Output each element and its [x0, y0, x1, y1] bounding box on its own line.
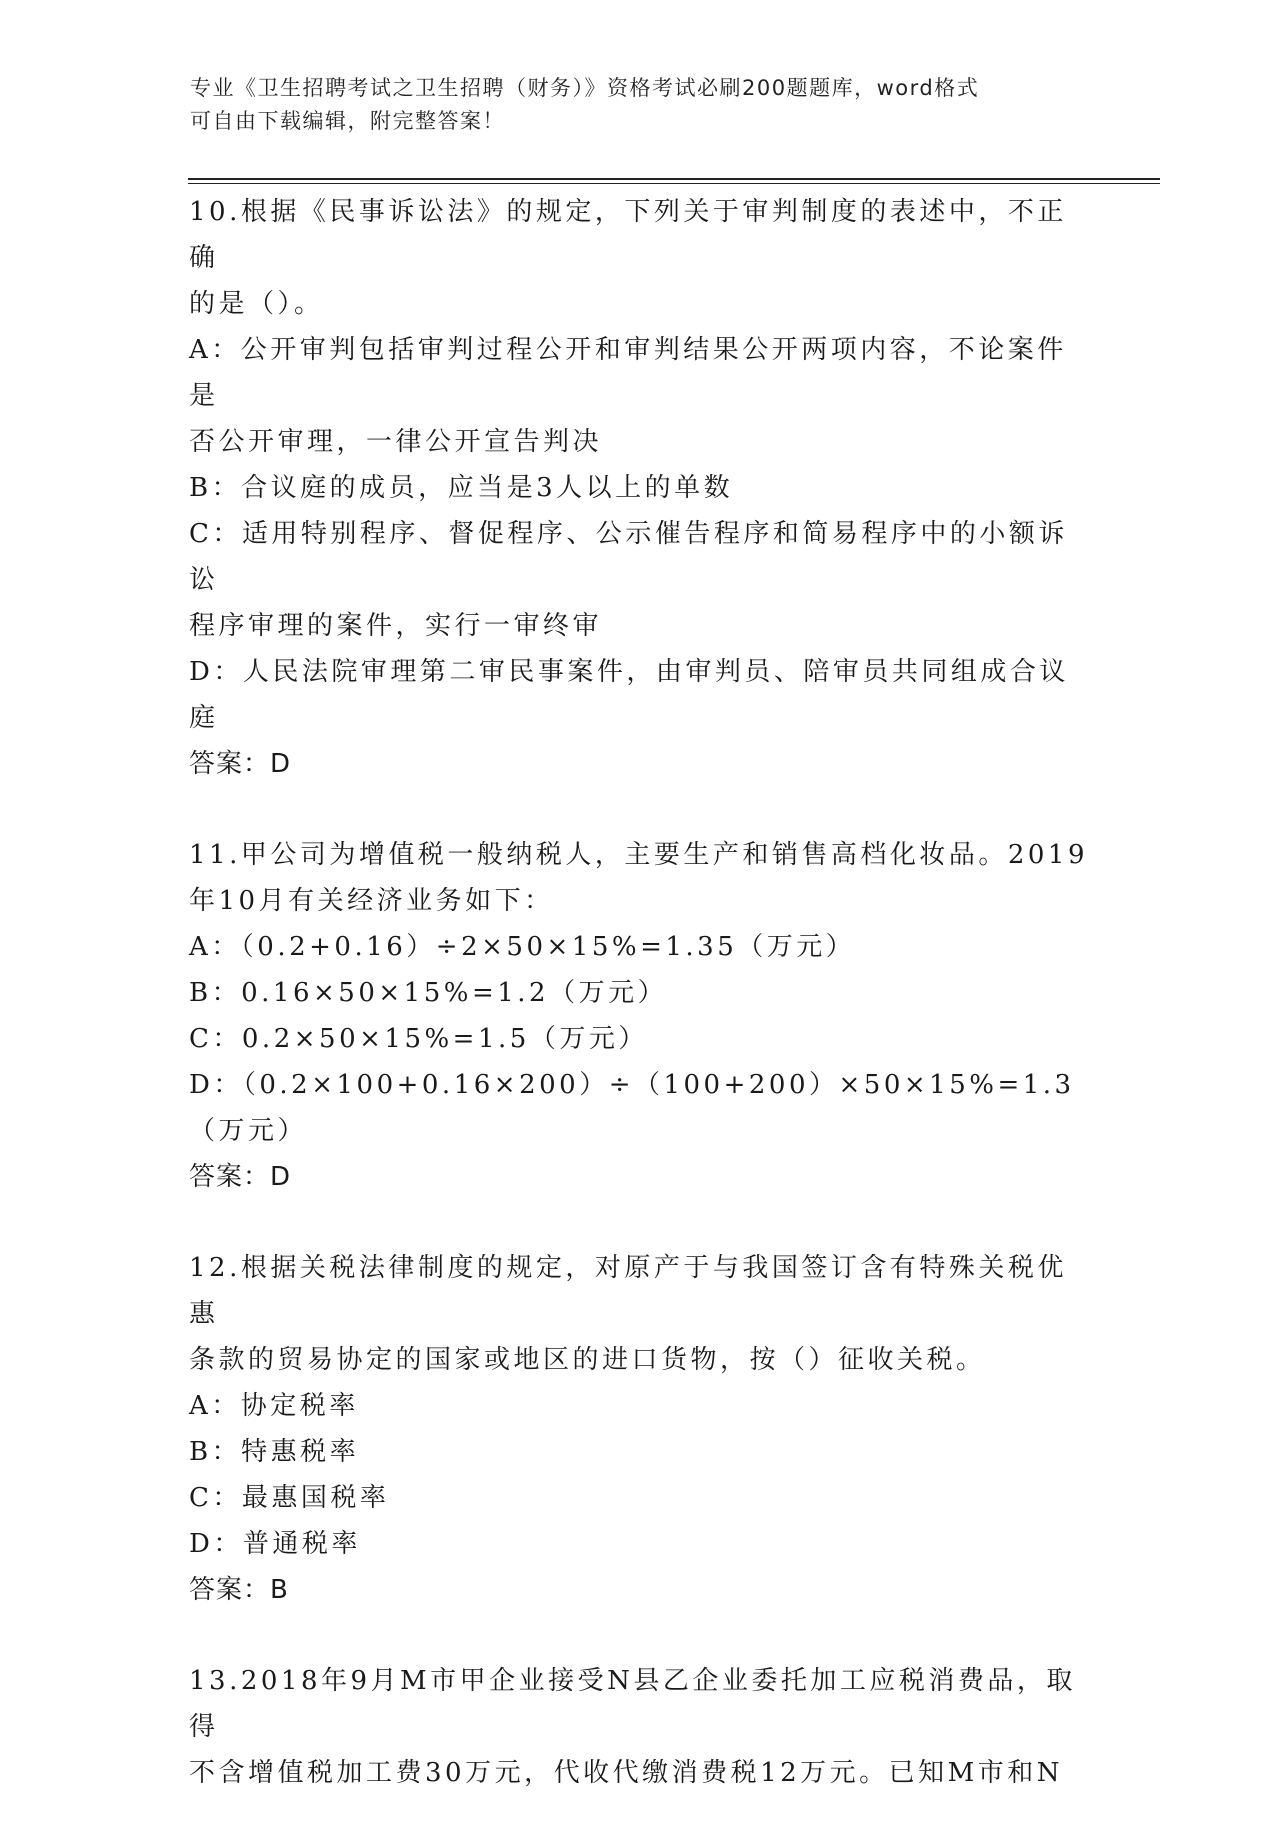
document-header	[190, 72, 1090, 138]
option-c-continued: 程序审理的案件，实行一审终审	[189, 611, 603, 641]
answer: 答案：D	[189, 1162, 292, 1192]
option-c: C：最惠国税率	[189, 1483, 390, 1513]
option-b: B：特惠税率	[189, 1437, 360, 1467]
header-line-2: 可自由下载编辑，附完整答案！	[190, 109, 505, 133]
question-stem: 11.甲公司为增值税一般纳税人，主要生产和销售高档化妆品。2019	[189, 840, 1089, 870]
option-c: C：适用特别程序、督促程序、公示催告程序和简易程序中的小额诉讼	[189, 519, 1068, 595]
option-a-continued: 否公开审理，一律公开宣告判决	[189, 427, 603, 457]
question-13	[189, 1658, 1089, 1796]
option-a: A：公开审判包括审判过程公开和审判结果公开两项内容，不论案件是	[189, 335, 1067, 411]
answer: 答案：D	[189, 749, 292, 779]
header-line-1: 专业《卫生招聘考试之卫生招聘（财务）》资格考试必刷200题题库，word格式	[190, 76, 980, 100]
question-stem-continued: 年10月有关经济业务如下：	[189, 886, 554, 916]
option-c: C：0.2×50×15%=1.5（万元）	[189, 1024, 648, 1054]
question-stem-continued: 条款的贸易协定的国家或地区的进口货物，按（）征收关税。	[189, 1345, 986, 1375]
option-a: A：协定税率	[189, 1391, 359, 1421]
question-stem: 13.2018年9月M市甲企业接受N县乙企业委托加工应税消费品，取得	[189, 1666, 1076, 1742]
answer: 答案：B	[189, 1575, 289, 1605]
question-stem-continued: 的是（）。	[189, 289, 324, 319]
option-a: A：（0.2+0.16）÷2×50×15%=1.35（万元）	[189, 932, 856, 962]
question-12	[189, 1245, 1089, 1613]
question-stem: 12.根据关税法律制度的规定，对原产于与我国签订含有特殊关税优惠	[189, 1253, 1067, 1329]
question-stem: 10.根据《民事诉讼法》的规定，下列关于审判制度的表述中，不正确	[189, 197, 1067, 273]
question-11	[189, 832, 1089, 1200]
question-list	[189, 189, 1089, 1841]
header-divider-thick	[188, 178, 1160, 180]
option-b: B：0.16×50×15%=1.2（万元）	[189, 978, 668, 1008]
option-d: D：普通税率	[189, 1529, 361, 1559]
option-d: D：（0.2×100+0.16×200）÷（100+200）×50×15%=1.3（万元）	[189, 1070, 1075, 1146]
question-stem-continued: 不含增值税加工费30万元，代收代缴消费税12万元。已知M市和N	[189, 1758, 1064, 1788]
header-divider-thin	[188, 183, 1160, 184]
option-d: D：人民法院审理第二审民事案件，由审判员、陪审员共同组成合议庭	[189, 657, 1069, 733]
option-b: B：合议庭的成员，应当是3人以上的单数	[189, 473, 734, 503]
question-10	[189, 189, 1089, 787]
